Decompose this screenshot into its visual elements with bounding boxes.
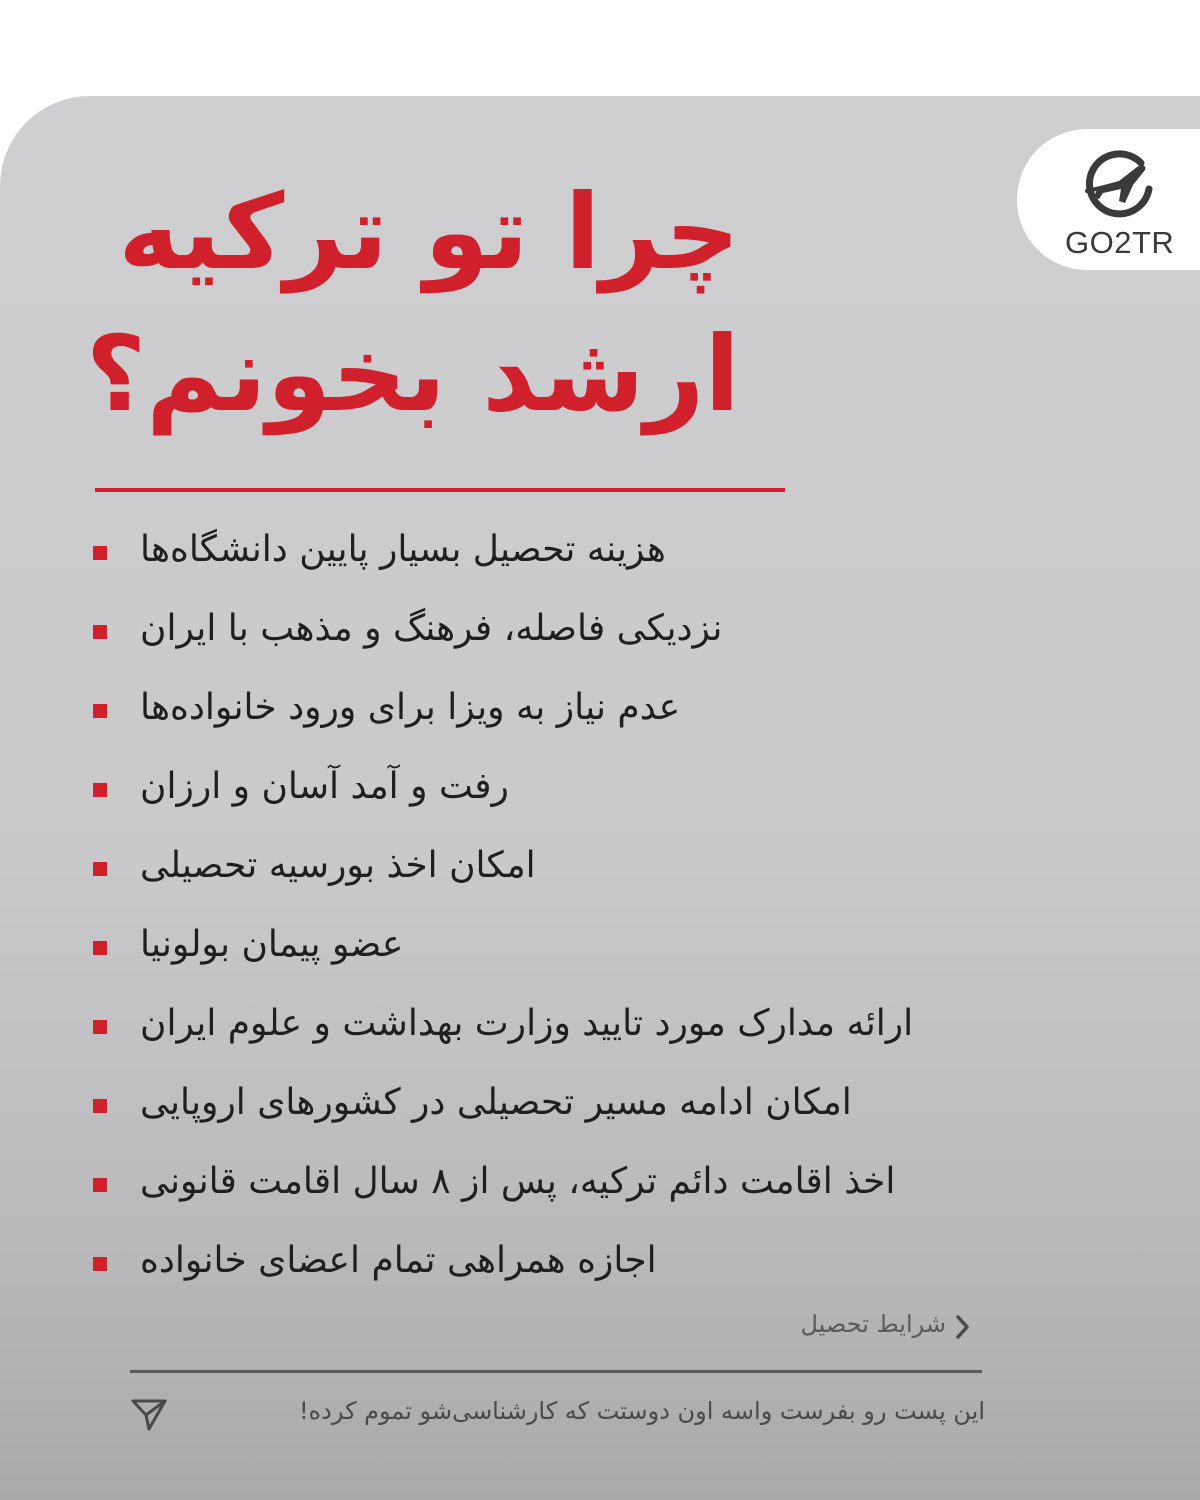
page-title-line-1: چرا تو ترکیه xyxy=(118,171,740,293)
bullet-marker xyxy=(93,704,107,718)
brand-logo xyxy=(1017,129,1200,270)
bullet-marker xyxy=(93,1178,107,1192)
study-conditions-label: شرایط تحصیل xyxy=(800,1310,946,1338)
list-item: عدم نیاز به ویزا برای ورود خانواده‌ها xyxy=(140,687,681,728)
brand-name: GO2TR xyxy=(1065,225,1175,260)
bullet-marker xyxy=(93,1020,107,1034)
study-conditions-link[interactable] xyxy=(760,1306,980,1348)
list-item: اجازه همراهی تمام اعضای خانواده xyxy=(140,1240,657,1281)
list-item: هزینه تحصیل بسیار پایین دانشگاه‌ها xyxy=(140,529,666,570)
list-item: امکان اخذ بورسیه تحصیلی xyxy=(140,845,536,886)
footer-divider xyxy=(130,1370,982,1373)
bullet-marker xyxy=(93,625,107,639)
chevron-right-icon xyxy=(952,1314,972,1340)
list-item: اخذ اقامت دائم ترکیه، پس از ۸ سال اقامت قانونی xyxy=(140,1161,896,1202)
bullet-marker xyxy=(93,1099,107,1113)
list-item: امکان ادامه مسیر تحصیلی در کشورهای اروپایی xyxy=(140,1082,852,1123)
bullet-marker xyxy=(93,783,107,797)
bullet-marker xyxy=(93,1257,107,1271)
page-title-line-2: ارشد بخونم؟ xyxy=(85,313,740,435)
list-item: رفت و آمد آسان و ارزان xyxy=(140,766,509,807)
bullet-marker xyxy=(93,941,107,955)
plane-globe-icon xyxy=(1079,145,1159,225)
list-item: ارائه مدارک مورد تایید وزارت بهداشت و علوم ایران xyxy=(140,1003,914,1044)
send-icon[interactable] xyxy=(130,1398,168,1432)
share-call-to-action: این پست رو بفرست واسه اون دوستت که کارشناسی‌شو تموم کرده! xyxy=(298,1397,985,1425)
list-item: عضو پیمان بولونیا xyxy=(140,924,404,965)
bullet-marker xyxy=(93,862,107,876)
list-item: نزدیکی فاصله، فرهنگ و مذهب با ایران xyxy=(140,608,723,649)
title-divider xyxy=(95,488,785,492)
bullet-marker xyxy=(93,546,107,560)
